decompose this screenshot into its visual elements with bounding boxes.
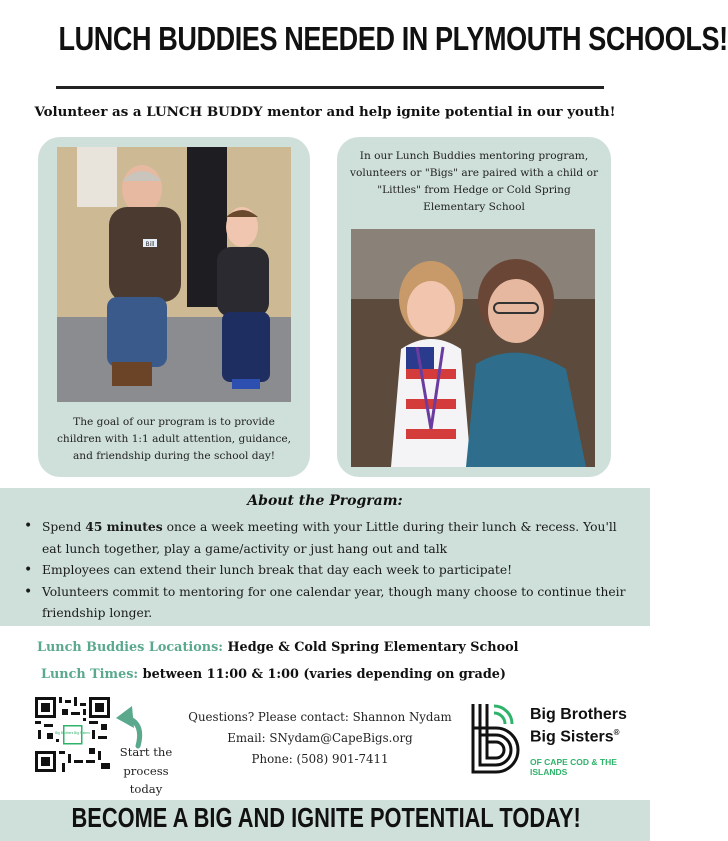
bullet-item: • Volunteers commit to mentoring for one calendar year, though many choose to continue their friendship longer. — [24, 582, 634, 625]
contact-info — [175, 707, 465, 770]
contact-phone[interactable]: Phone: (508) 901-7411 — [251, 752, 389, 766]
left-info-card — [38, 137, 310, 477]
bullet-item: • Spend 45 minutes once a week meeting with your Little during their lunch & recess. You'll eat lunch together, play a game/activity or just hang out and talk — [24, 516, 634, 560]
footer-cta: BECOME A BIG AND IGNITE POTENTIAL TODAY! — [71, 802, 581, 833]
footer-banner — [0, 800, 650, 841]
contact-email[interactable]: Email: SNydam@CapeBigs.org — [227, 731, 413, 745]
curved-arrow-icon — [108, 702, 156, 748]
program-description-text: In our Lunch Buddies mentoring program, volunteers or "Bigs" are paired with a child or "Littles" from Hedge or Cold Spring Elementary School — [349, 150, 599, 213]
times-line — [41, 667, 506, 682]
brand-name-line2: Big Sisters® — [530, 728, 620, 746]
program-goal-text: The goal of our program is to provide children with 1:1 adult attention, guidance, and friendship during the school day! — [56, 416, 292, 462]
locations-line — [37, 640, 519, 655]
brand-name-line1: Big Brothers — [530, 706, 627, 723]
start-process-caption: Start the process today — [119, 745, 173, 796]
page-title: LUNCH BUDDIES NEEDED IN PLYMOUTH SCHOOLS! — [58, 20, 728, 57]
bbbs-logo-icon — [470, 700, 522, 776]
bullet-item: • Employees can extend their lunch break that day each week to participate! — [24, 560, 634, 582]
about-heading: About the Program: — [247, 493, 403, 509]
registered-mark: ® — [613, 728, 620, 737]
qr-code[interactable] — [35, 697, 110, 772]
brand-region: OF CAPE COD & THE ISLANDS — [530, 757, 617, 777]
times-value: between 11:00 & 1:00 (varies depending on grade) — [142, 667, 506, 682]
locations-value: Hedge & Cold Spring Elementary School — [227, 640, 519, 655]
title-divider — [56, 86, 604, 89]
about-program-section — [0, 488, 650, 626]
times-label: Lunch Times: — [41, 667, 139, 682]
locations-label: Lunch Buddies Locations: — [37, 640, 223, 655]
right-info-card — [337, 137, 611, 477]
program-bullet-list — [24, 516, 634, 625]
mentor-girl-photo — [351, 229, 595, 467]
svg-text:Big Brothers Big Sisters: Big Brothers Big Sisters — [55, 731, 90, 736]
contact-person: Questions? Please contact: Shannon Nydam — [188, 710, 452, 724]
mentor-child-photo — [57, 147, 291, 402]
subtitle: Volunteer as a LUNCH BUDDY mentor and help ignite potential in our youth! — [34, 104, 616, 120]
svg-text:Bill: Bill — [145, 241, 155, 248]
